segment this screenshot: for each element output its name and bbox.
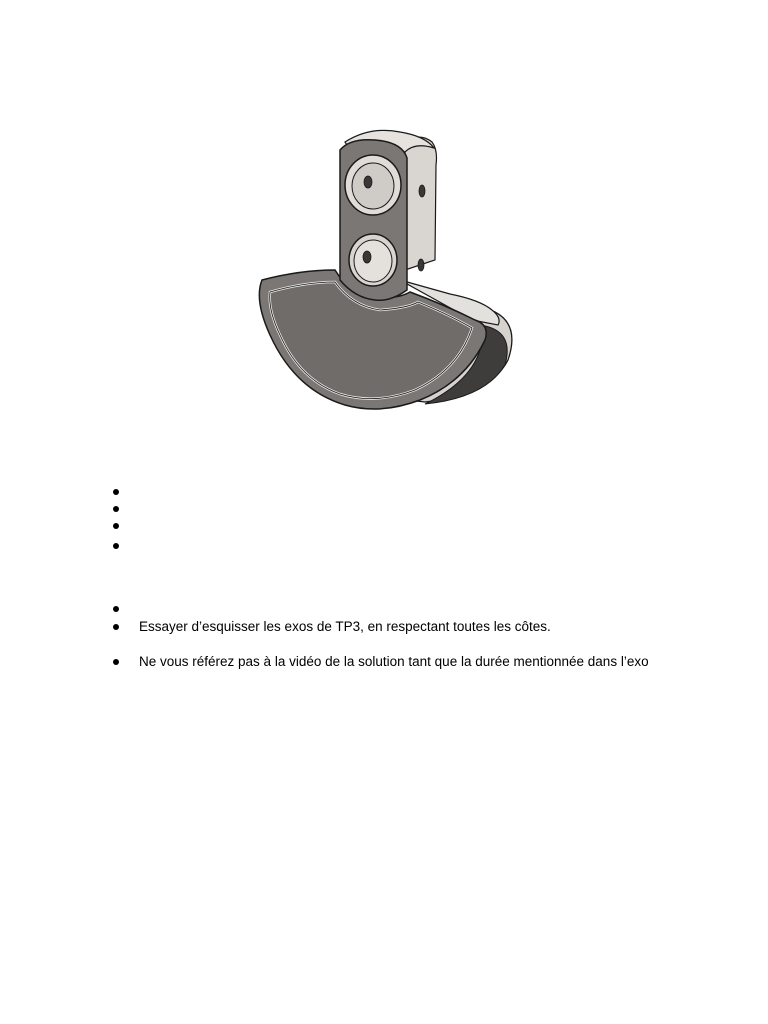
list-item	[113, 537, 733, 555]
list-item-text: Ne vous référez pas à la vidéo de la solution tant que la durée mentionnée dans l’exo	[139, 654, 649, 669]
bullet-icon	[113, 624, 119, 630]
list-item	[113, 600, 733, 618]
bullet-icon	[113, 523, 119, 529]
bullet-icon	[113, 489, 119, 495]
bullet-icon	[113, 606, 119, 612]
part-hole-upper-inner	[364, 176, 372, 188]
part-hole-lower	[354, 240, 392, 282]
list-item-text: Essayer d’esquisser les exos de TP3, en respectant toutes les côtes.	[139, 619, 551, 634]
list-item	[113, 517, 733, 535]
list-item	[113, 618, 733, 636]
bullet-icon	[113, 659, 119, 665]
list-item	[113, 483, 733, 501]
part-hole-upper	[352, 163, 394, 209]
bullet-icon	[113, 543, 119, 549]
part-side-hole-lower	[418, 259, 424, 271]
part-side-hole-upper	[419, 185, 425, 197]
list-item	[113, 500, 733, 518]
list-item	[113, 653, 733, 671]
part-hole-lower-inner	[363, 251, 371, 263]
bullet-icon	[113, 506, 119, 512]
mechanical-part-icon	[240, 120, 530, 420]
mechanical-part-figure	[240, 120, 530, 420]
